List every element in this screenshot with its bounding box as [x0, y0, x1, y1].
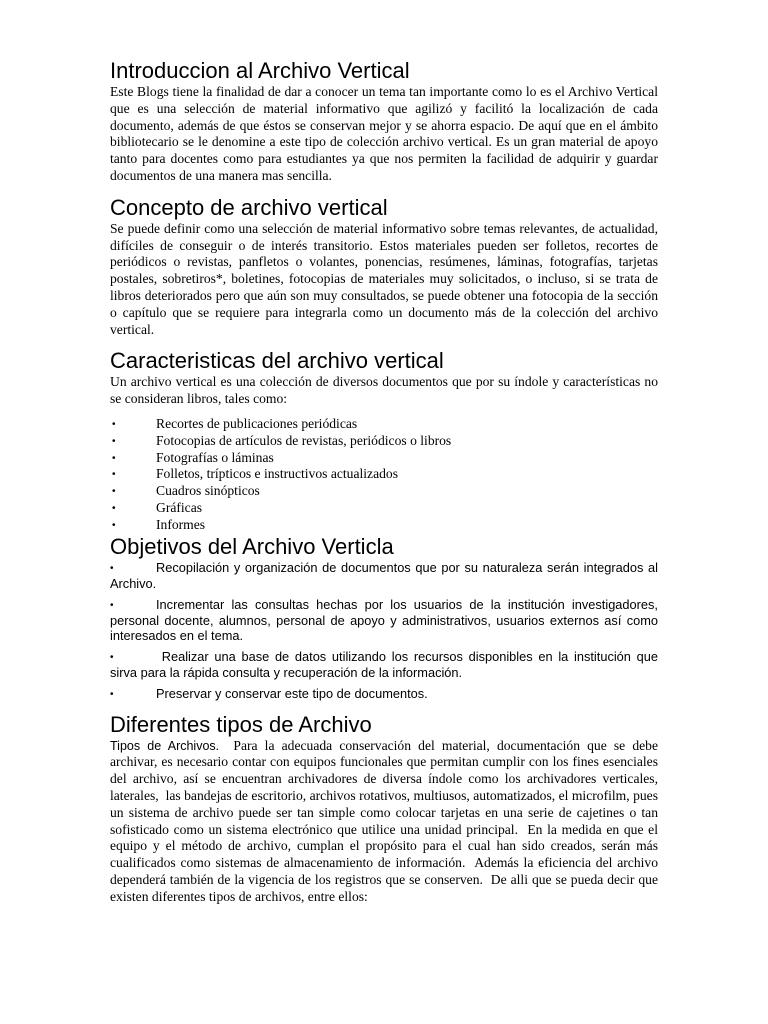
section-paragraph: Se puede definir como una selección de material informativo sobre temas relevantes, de actualidad, difíciles de conseguir o de interés transitorio. Estos materiales pueden ser folletos, recortes de periódicos o revistas, panfletos o volantes, ponencias, resúmenes, láminas, fotografías, tarjetas postales, sobretiros*, boletines, fotocopias de materiales muy solicitados, o incluso, si se trata de libros deteriorados pero que aún son muy consultados, se puede obtener una fotocopia de la sección o capítulo que se requiere para integrarla como un documento más de la colección del archivo vertical. [110, 220, 658, 337]
objective-item [110, 649, 658, 680]
objective-text: Incrementar las consultas hechas por los usuarios de la institución investigadores, personal docente, alumnos, personal de apoyo y administrativos, usuarios externos así como interesados en el tema. [110, 596, 658, 643]
document-page [110, 58, 662, 906]
list-item: • Fotocopias de artículos de revistas, periódicos o libros [110, 433, 658, 450]
section-title: Caracteristicas del archivo vertical [110, 348, 444, 374]
list-item: • Fotografías o láminas [110, 450, 658, 467]
paragraph-text: Para la adecuada conservación del material, documentación que se debe archivar, es necesario contar con equipos funcionales que permitan cumplir con los fines esenciales del archivo, así se encuentran archivadores de diversa índole como los archivadores verticales, laterales, las bandejas de escritorio, archivos rotativos, multiusos, automatizados, el microfilm, pues un sistema de archivo puede ser tan simple como colocar tarjetas en una serie de cajetines o tan sofisticado como un sistema electrónico que utilice una unidad principal. En la medida en que el equipo y el método de archivo, cumplan el propósito para el cual han sido creados, serán más cualificados como sistemas de almacenamiento de información. Además la eficiencia del archivo dependerá también de la vigencia de los registros que se conserven. De alli que se pueda decir que existen diferentes tipos de archivos, entre ellos: [110, 737, 662, 904]
objective-text: Recopilación y organización de documentos que por su naturaleza serán integrados al Archivo. [110, 559, 658, 591]
section-paragraph: Este Blogs tiene la finalidad de dar a conocer un tema tan importante como lo es el Archivo Vertical que es una selección de material informativo que agilizó y facilitó la localización de cada documento, además de que éstos se conservan mejor y se ahorra espacio. De aquí que en el ámbito bibliotecario se le denomine a este tipo de colección archivo vertical. Es un gran material de apoyo tanto para docentes como para estudiantes ya que nos permiten la facilidad de adquirir y guardar documentos de una manera mas sencilla. [110, 84, 658, 183]
section-title: Objetivos del Archivo Verticla [110, 533, 394, 559]
section-paragraph: Un archivo vertical es una colección de diversos documentos que por su índole y características no se consideran libros, tales como: [110, 374, 658, 407]
section-objetivos [110, 534, 658, 702]
paragraph-label: Tipos de Archivos. [110, 738, 220, 753]
section-introduccion [110, 58, 658, 185]
section-paragraph [110, 737, 662, 906]
bullet-icon: • [110, 651, 114, 663]
list-item: • Informes [110, 517, 658, 534]
characteristics-list [110, 416, 658, 534]
objective-text: Realizar una base de datos utilizando los recursos disponibles en la institución que sirva para la rápida consulta y recuperación de la información. [110, 648, 658, 680]
section-tipos [110, 711, 662, 906]
section-concepto [110, 195, 658, 339]
objective-item [110, 686, 658, 702]
bullet-icon: • [110, 688, 114, 700]
objective-item [110, 560, 658, 591]
objective-text: Preservar y conservar este tipo de documentos. [156, 685, 428, 701]
objective-item [110, 597, 658, 643]
list-item: • Gráficas [110, 500, 658, 517]
list-item: • Cuadros sinópticos [110, 483, 658, 500]
section-title: Diferentes tipos de Archivo [110, 711, 372, 737]
section-title: Concepto de archivo vertical [110, 194, 388, 220]
list-item: • Folletos, trípticos e instructivos actualizados [110, 466, 658, 483]
list-item: • Recortes de publicaciones periódicas [110, 416, 658, 433]
section-title: Introduccion al Archivo Vertical [110, 58, 410, 83]
section-caracteristicas [110, 348, 658, 533]
bullet-icon: • [110, 599, 114, 611]
bullet-icon: • [110, 562, 114, 574]
